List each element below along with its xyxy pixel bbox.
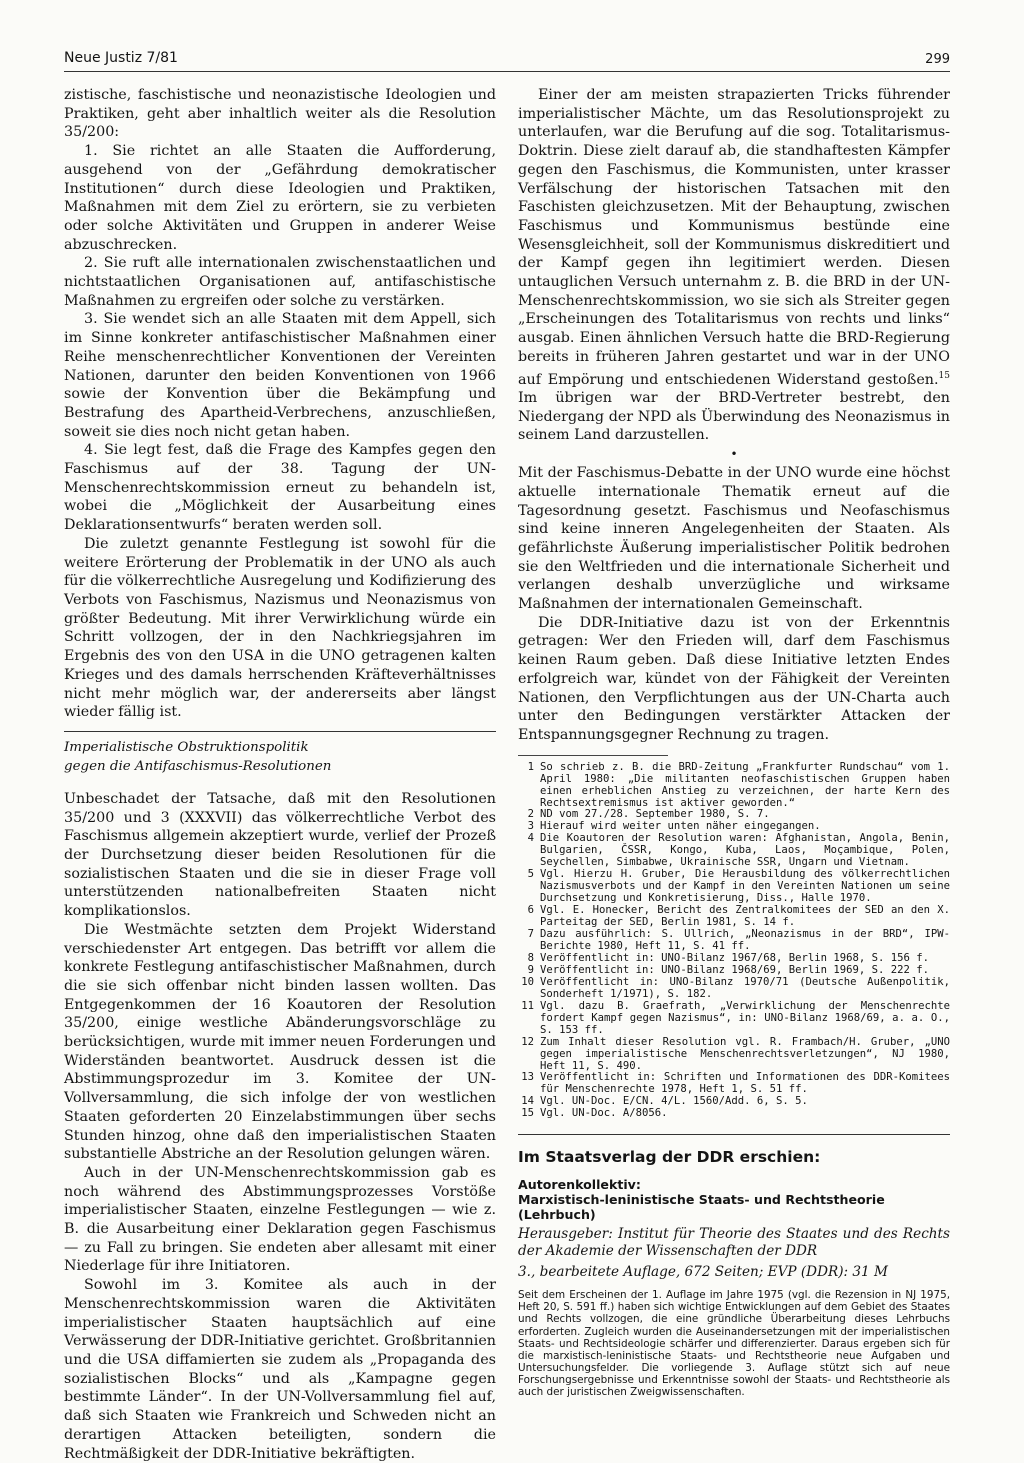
footnote-number: 15 bbox=[521, 1107, 534, 1120]
footnote bbox=[518, 1001, 950, 1037]
footnote-number: 12 bbox=[521, 1035, 534, 1048]
footnote-text: Vgl. UN-Doc. E/CN. 4/L. 1560/Add. 6, S. 5. bbox=[540, 1095, 808, 1108]
journal-title: Neue Justiz 7/81 bbox=[64, 50, 178, 66]
advert-rule bbox=[518, 1134, 950, 1135]
footnote-text: Veröffentlicht in: UNO-Bilanz 1970/71 (Deutsche Außenpolitik, Sonderheft 1/1971), S. 182. bbox=[540, 975, 950, 1000]
advert-authors: Autorenkollektiv: bbox=[518, 1177, 641, 1193]
footnote-number: 11 bbox=[521, 999, 534, 1012]
section-heading bbox=[64, 738, 496, 776]
footnote bbox=[518, 929, 950, 953]
advert-edition: 3., bearbeitete Auflage, 672 Seiten; EVP (DDR): 31 M bbox=[518, 1264, 888, 1281]
advert-book-title: Marxistisch-leninistische Staats- und Rechtstheorie (Lehrbuch) bbox=[518, 1192, 885, 1223]
footnote-number: 9 bbox=[527, 963, 534, 976]
footnote-number: 7 bbox=[527, 928, 534, 941]
footnote-text: Dazu ausführlich: S. Ullrich, „Neonazismus in der BRD“, IPW-Berichte 1980, Heft 11, S. 41 ff. bbox=[540, 928, 950, 952]
footnote-text: Zum Inhalt dieser Resolution vgl. R. Frambach/H. Gruber, „UNO gegen imperialistische Menschenrechtsverletzungen“, NJ 1980, Heft 11, S. 490. bbox=[540, 1035, 950, 1072]
header-rule bbox=[64, 71, 950, 72]
paragraph: Die DDR-Initiative dazu ist von der Erkenntnis getragen: Wer den Frieden will, darf dem Faschismus keinen Raum geben. Daß diese Initiative letzten Endes erfolgreich war, kündet von der Fähigkeit der Vereinten Nationen, den Verpflichtungen aus der UN-Charta auch unter den Bedingungen verstärkter Attacken der Entspannungsgegner Rechnung zu tragen. bbox=[518, 614, 950, 743]
paragraph: Sowohl im 3. Komitee als auch in der Menschenrechtskommission waren die Aktivitäten imperialistischer Staaten hauptsächlich auf eine Verwässerung der DDR-Initiative gerichtet. Großbritannien und die USA diffamierten sie zudem als „Propaganda des sozialistischen Blocks“ und als „Kampagne gegen bestimmte Länder“. In der UN-Vollversammlung fiel auf, daß sich Staaten wie Frankreich und Schweden nicht an derartigen Attacken beteiligten, sondern die Rechtmäßigkeit der DDR-Initiative bekräftigten. bbox=[64, 1277, 496, 1462]
footnote-number: 13 bbox=[521, 1071, 534, 1084]
advert-description: Seit dem Erscheinen der 1. Auflage im Jahre 1975 (vgl. die Rezension in NJ 1975, Heft 20, S. 591 ff.) haben sich wichtige Entwicklungen auf dem Gebiet des Staates und Rechts vollzogen, die eine gründliche Überarbeitung dieses Lehrbuchs erforderten. Zugleich wurden die Auseinandersetzungen mit der imperialistischen Staats- und Rechtsideologie schärfer und differenzierter. Daraus ergeben sich für die marxistisch-leninistische Staats- und Rechtstheorie neue Aufgaben und Untersuchungsfelder. Die vorliegende 3. Auflage stützt sich auf neue Forschungsergebnisse und Erkenntnisse sowohl der Staats- und Rechtstheorie als auch der juristischen Zweigwissenschaften. bbox=[518, 1289, 950, 1399]
footnote bbox=[518, 1072, 950, 1096]
footnote-text: So schrieb z. B. die BRD-Zeitung „Frankfurter Rundschau“ vom 1. April 1980: „Die militanten neofaschistischen Gruppen haben einen erheblichen Anstieg zu verzeichnen, der harte Kern des Rechtsextremismus ist aktiver geworden.“ bbox=[540, 760, 950, 809]
page-number: 299 bbox=[925, 52, 950, 67]
paragraph: 3. Sie wendet sich an alle Staaten mit dem Appell, sich im Sinne konkreter antifaschistischer Maßnahmen einer Reihe menschenrechtlicher Konventionen der Vereinten Nationen, darunter den beiden Konventionen von 1966 sowie der Konvention über die Bekämpfung und Bestrafung des Apartheid-Verbrechens, anzuschließen, soweit sie dies noch nicht getan haben. bbox=[64, 311, 496, 440]
paragraph bbox=[518, 86, 950, 445]
page-header bbox=[64, 50, 950, 72]
footnote-number: 2 bbox=[527, 808, 534, 821]
paragraph: Auch in der UN-Menschenrechtskommission gab es noch während des Abstimmungsprozesses Vorstöße imperialistischer Staaten, einzelne Festlegungen — wie z. B. die Ausarbeitung einer Deklaration gegen Faschismus — zu Fall zu bringen. Sie endeten aber allesamt mit einer Niederlage für ihre Initiatoren. bbox=[64, 1164, 496, 1275]
advert-title: Im Staatsverlag der DDR erschien: bbox=[518, 1148, 821, 1167]
paragraph: Mit der Faschismus-Debatte in der UNO wurde eine höchst aktuelle internationale Thematik erneut auf die Tagesordnung gesetzt. Faschismus und Neofaschismus sind keine inneren Angelegenheiten der Staaten. Als gefährlichste Äußerung imperialistischer Politik bedrohen sie den Weltfrieden und die internationale Sicherheit und verlangen deshalb unverzügliche und wirksame Maßnahmen der internationalen Gemeinschaft. bbox=[518, 465, 950, 613]
footnote-number: 6 bbox=[527, 904, 534, 917]
footnote-text: ND vom 27./28. September 1980, S. 7. bbox=[540, 808, 770, 821]
footnote-number: 1 bbox=[527, 760, 534, 773]
footnote-text: Veröffentlicht in: UNO-Bilanz 1968/69, Berlin 1969, S. 222 f. bbox=[540, 963, 930, 976]
footnotes bbox=[518, 762, 950, 1121]
footnote-text: Hierauf wird weiter unten näher eingegangen. bbox=[540, 820, 821, 833]
paragraph: Unbeschadet der Tatsache, daß mit den Resolutionen 35/200 und 3 (XXXVII) das völkerrechtliche Verbot des Faschismus allgemein akzeptiert wurde, verlief der Prozeß der Durchsetzung dieser beiden Resolutionen für die sozialistischen Staaten und die sie in dieser Frage voll unterstützenden nationalbefreiten Staaten nicht komplikationslos. bbox=[64, 790, 496, 920]
footnote-text: Vgl. dazu B. Graefrath, „Verwirklichung der Menschenrechte fordert Kampf gegen Nazismus“, in: UNO-Bilanz 1968/69, a. a. O., S. 153 ff. bbox=[540, 999, 950, 1036]
footnote bbox=[518, 977, 950, 1001]
paragraph: Die Westmächte setzten dem Projekt Widerstand verschiedenster Art entgegen. Das betrifft vor allem die konkrete Festlegung antifaschistischer Maßnahmen, durch die sie sich offenbar nicht binden lassen wollten. Das Entgegenkommen der 16 Koautoren der Resolution 35/200, einige westliche Abänderungsvorschläge zu berücksichtigen, wurde mit immer neuen Forderungen und Widerständen beantwortet. Ausdruck dessen ist die Abstimmungsprozedur im 3. Komitee der UN-Vollversammlung, die sich infolge der von westlichen Staaten geforderten 20 Einzelabstimmungen über sechs Stunden hinzog, ohne daß den imperialistischen Staaten substantielle Abstriche an der Resolution gelungen wären. bbox=[64, 921, 496, 1163]
footnote-text: Vgl. E. Honecker, Bericht des Zentralkomitees der SED an den X. Parteitag der SED, Berlin 1981, S. 14 f. bbox=[540, 904, 950, 929]
footnote-rule bbox=[518, 755, 668, 756]
section-heading-line: gegen die Antifaschismus-Resolutionen bbox=[64, 758, 332, 774]
footnote-text: Vgl. UN-Doc. A/8056. bbox=[540, 1107, 668, 1120]
footnote-text: Die Koautoren der Resolution waren: Afghanistan, Angola, Benin, Bulgarien, ČSSR, Kongo, Kuba, Laos, Moçambique, Polen, Seychellen, Simbabwe, Ukrainische SSR, Ungarn und Vietnam. bbox=[540, 832, 950, 869]
footnote-number: 4 bbox=[527, 832, 534, 845]
footnote-ref: 15 bbox=[938, 370, 950, 381]
right-column bbox=[518, 86, 950, 1398]
footnote-text: Vgl. Hierzu H. Gruber, Die Herausbildung des völkerrechtlichen Nazismusverbots und der Kampf in den Vereinten Nationen um seine Durchsetzung und Konkretisierung, Diss., Halle 1970. bbox=[540, 868, 950, 905]
paragraph: 2. Sie ruft alle internationalen zwischenstaatlichen und nichtstaatlichen Organisationen auf, antifaschistische Maßnahmen zu ergreifen oder solche zu verstärken. bbox=[64, 255, 496, 309]
paragraph: Die zuletzt genannte Festlegung ist sowohl für die weitere Erörterung der Problematik in der UNO als auch für die völkerrechtliche Ausregelung und Kodifizierung des Verbots von Faschismus, Nazismus und Neonazismus von größter Bedeutung. Mit ihrer Verwirklichung würde ein Schritt vollzogen, der in den Nachkriegsjahren im Ergebnis des von den USA in die UNO getragenen kalten Krieges und des damals herrschenden Kräfteverhältnisses nicht mehr möglich war, der andererseits aber längst wieder fällig ist. bbox=[64, 535, 496, 721]
publisher-advert bbox=[518, 1147, 950, 1398]
section-separator: • bbox=[730, 447, 738, 462]
section-heading-line: Imperialistische Obstruktionspolitik bbox=[64, 739, 309, 755]
footnote-number: 10 bbox=[521, 975, 534, 988]
footnote-text: Veröffentlicht in: Schriften und Informationen des DDR-Komitees für Menschenrechte 1978, Heft 1, S. 51 ff. bbox=[540, 1071, 950, 1096]
footnote-text: Veröffentlicht in: UNO-Bilanz 1967/68, Berlin 1968, S. 156 f. bbox=[540, 951, 930, 964]
footnote bbox=[518, 762, 950, 810]
paragraph: 1. Sie richtet an alle Staaten die Aufforderung, ausgehend von der „Gefährdung demokratischer Institutionen“ durch diese Ideologien und Praktiken, Maßnahmen mit dem Ziel zu erörtern, sie zu verbieten oder solche Aktivitäten und Gruppen in anderer Weise abzuschrecken. bbox=[64, 143, 496, 253]
paragraph: zistische, faschistische und neonazistische Ideologien und Praktiken, geht aber inhaltlich weiter als die Resolution 35/200: bbox=[64, 87, 496, 141]
footnote-number: 14 bbox=[521, 1095, 534, 1108]
paragraph-text: Einer der am meisten strapazierten Tricks führender imperialistischer Mächte, um das Resolutionsprojekt zu unterlaufen, war die Berufung auf die sog. Totalitarismus-Doktrin. Diese zielt darauf ab, die standhaftesten Kämpfer gegen den Faschismus, die Kommunisten, unter krasser Verfälschung der historischen Tatsachen mit den Faschisten gleichzusetzen. Mit der Behauptung, zwischen Faschismus und Kommunismus bestünde eine Wesensgleichheit, soll der Kommunismus diskreditiert und der Kampf gegen ihn legitimiert werden. Diesen untauglichen Versuch unternahm z. B. die BRD in der UN-Menschenrechtskommission, wo sie sich als Streiter gegen „Erscheinungen des Totalitarismus von rechts und links“ ausgab. Einen ähnlichen Versuch hatte die BRD-Regierung bereits in früheren Jahren gestartet und war in der UNO auf Empörung und entschiedenen Widerstand gestoßen. bbox=[518, 87, 950, 388]
footnote-number: 8 bbox=[527, 951, 534, 964]
advert-editor: Herausgeber: Institut für Theorie des Staates und des Rechts der Akademie der Wissenschaften der DDR bbox=[518, 1226, 950, 1260]
footnote bbox=[518, 1108, 950, 1120]
footnote bbox=[518, 869, 950, 905]
footnote bbox=[518, 1037, 950, 1073]
footnote bbox=[518, 905, 950, 929]
footnote bbox=[518, 833, 950, 869]
left-column bbox=[64, 86, 496, 1463]
paragraph-text: Im übrigen war der BRD-Vertreter bestrebt, den Niedergang der NPD als Überwindung des Neonazismus in seinem Land darzustellen. bbox=[518, 390, 950, 444]
footnote-number: 5 bbox=[527, 868, 534, 881]
footnote-number: 3 bbox=[527, 820, 534, 833]
section-rule bbox=[64, 731, 496, 732]
paragraph: 4. Sie legt fest, daß die Frage des Kampfes gegen den Faschismus auf der 38. Tagung der UN-Menschenrechtskommission erneut zu behandeln ist, wobei die „Möglichkeit der Ausarbeitung eines Deklarationsentwurfs“ beraten werden soll. bbox=[64, 442, 496, 534]
